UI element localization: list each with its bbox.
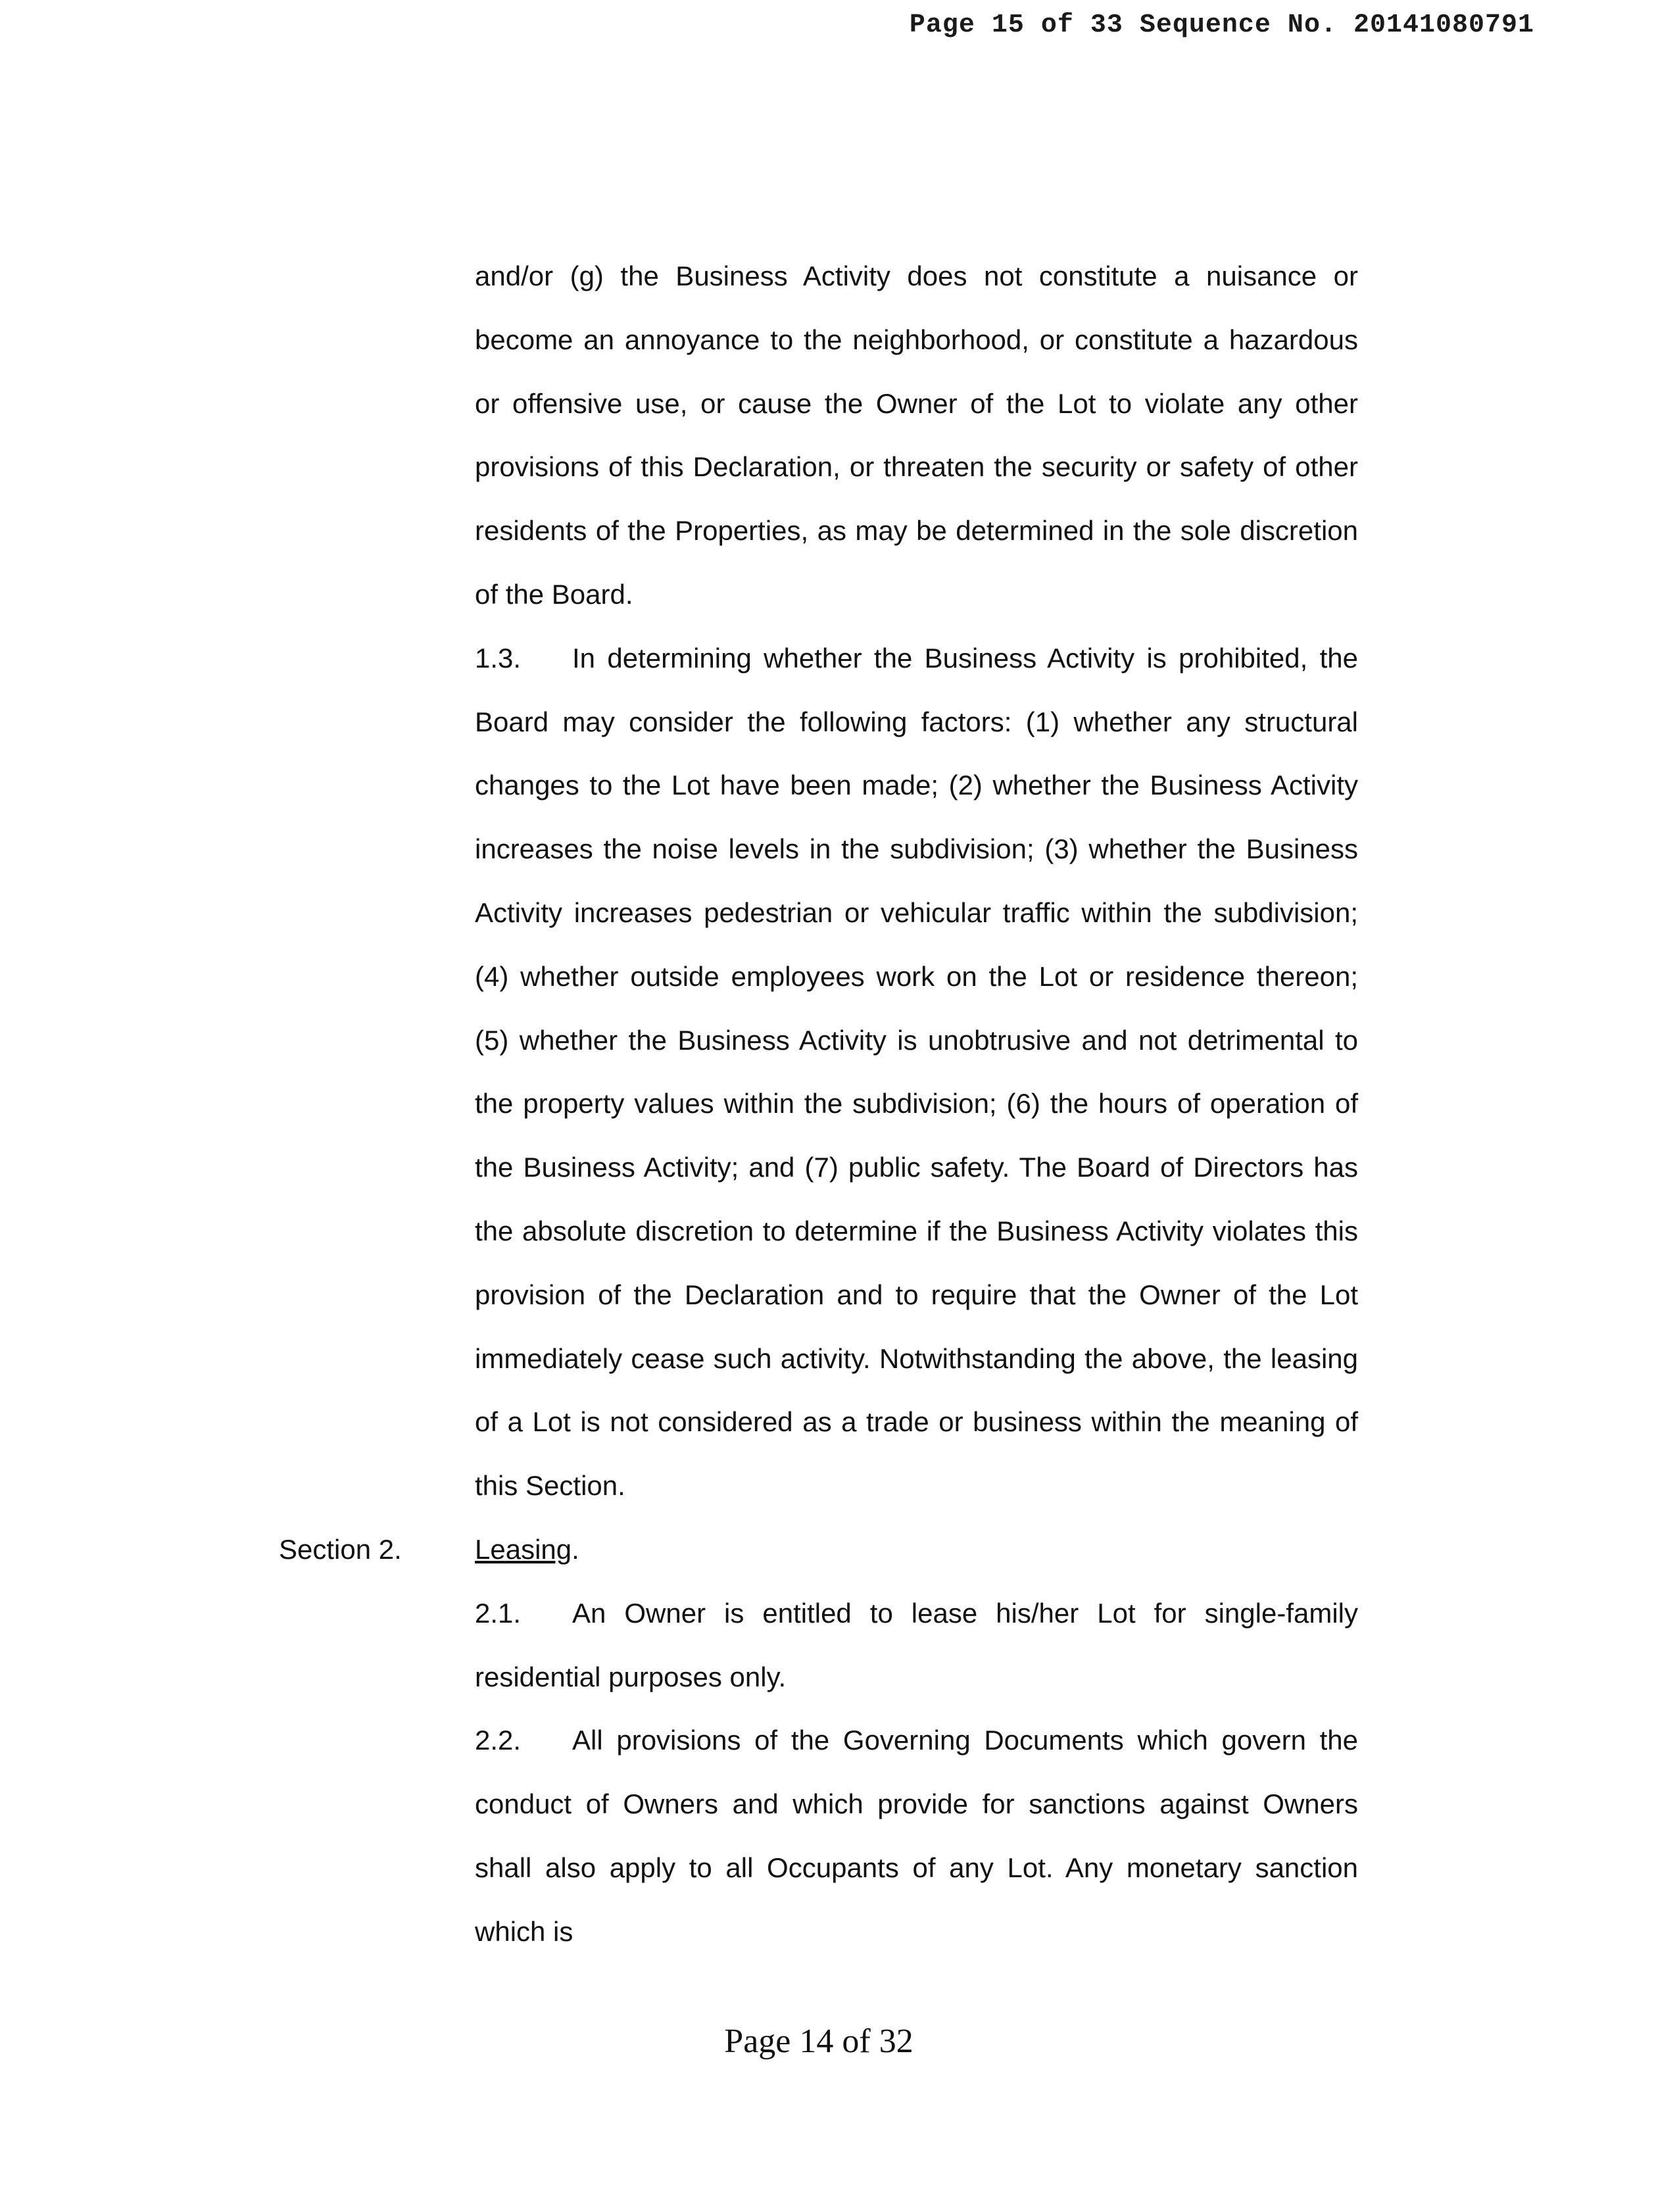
section-label: Section 2. [279,1533,402,1565]
paragraph-number: 2.1. [475,1597,522,1629]
paragraph-number: 1.3. [475,642,522,674]
paragraph-text: All provisions of the Governing Documents which govern the conduct of Owners and which provide for sanctions against Owners shall also apply to all Occupants of any Lot. Any monetary sanction which is [475,1725,1358,1947]
section-2-heading [279,1518,1358,1582]
paragraph-1-3 [475,627,1358,1518]
section-title: Leasing [475,1533,572,1565]
sequence-stamp: Page 15 of 33 Sequence No. 20141080791 [909,11,1534,40]
paragraph-1-g-continuation: and/or (g) the Business Activity does not constitute a nuisance or become an annoyance to the neighborhood, or constitute a hazardous or offensive use, or cause the Owner of the Lot to violate any other provisions of this Declaration, or threaten the security or safety of other residents of the Properties, as may be determined in the sole discretion of the Board. [475,260,1358,610]
page-number-footer: Page 14 of 32 [724,2023,913,2060]
paragraph-number: 2.2. [475,1725,522,1756]
document-body [279,245,1358,1964]
paragraph-2-1 [475,1582,1358,1709]
paragraph-2-2 [475,1709,1358,1963]
section-title-punct: . [572,1533,579,1565]
paragraph-text: In determining whether the Business Activity is prohibited, the Board may consider the following factors: (1) whether any structural changes to the Lot have been made; (2) whether the Business Activity increases the noise levels in the subdivision; (3) whether the Business Activity increases pedestrian or vehicular traffic within the subdivision; (4) whether outside employees work on the Lot or residence thereon; (5) whether the Business Activity is unobtrusive and not detrimental to the property values within the subdivision; (6) the hours of operation of the Business Activity; and (7) public safety. The Board of Directors has the absolute discretion to determine if the Business Activity violates this provision of the Declaration and to require that the Owner of the Lot immediately cease such activity. Notwithstanding the above, the leasing of a Lot is not considered as a trade or business within the meaning of this Section. [475,642,1358,1502]
paragraph-text: An Owner is entitled to lease his/her Lot for single-family residential purposes only. [475,1597,1358,1692]
